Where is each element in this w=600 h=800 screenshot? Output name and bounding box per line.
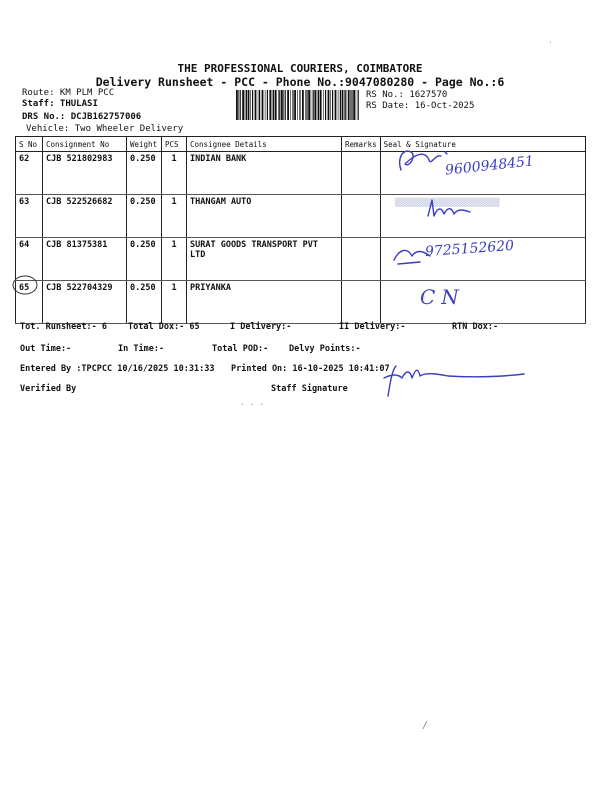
barcode-bar: [283, 90, 284, 120]
cell-signature: [380, 281, 585, 324]
staff-label: Staff: THULASI: [22, 99, 98, 109]
col-sno: S No: [16, 137, 43, 152]
barcode-bar: [338, 90, 339, 120]
barcode-bar: [281, 90, 283, 120]
barcode-bar: [345, 90, 346, 120]
handwritten-note-65: CN: [420, 285, 465, 309]
barcode-bar: [306, 90, 307, 120]
scan-speck: ·: [548, 38, 553, 47]
rs-date: RS Date: 16-Oct-2025: [366, 101, 475, 111]
barcode-bar: [305, 90, 306, 120]
col-seal-signature: Seal & Signature: [380, 137, 585, 152]
barcode-bar: [302, 90, 304, 120]
cell-weight: 0.250: [127, 152, 162, 195]
hand-circle-mark: [10, 274, 40, 296]
col-weight: Weight: [127, 137, 162, 152]
barcode-bar: [248, 90, 250, 120]
in-time: In Time:-: [118, 344, 165, 354]
barcode-bar: [299, 90, 300, 120]
total-pod: Total POD:-: [212, 344, 269, 354]
barcode-image: [236, 90, 360, 120]
cell-remarks: [342, 238, 381, 281]
barcode-bar: [330, 90, 331, 120]
cell-pcs: 1: [162, 281, 187, 324]
barcode-bar: [294, 90, 296, 120]
entered-by: Entered By :TPCPCC 10/16/2025 10:31:33: [20, 364, 215, 374]
cell-remarks: [342, 195, 381, 238]
cell-consignee: PRIYANKA: [187, 281, 342, 324]
barcode-bar: [258, 90, 259, 120]
barcode-bar: [240, 90, 241, 120]
printed-on: Printed On: 16-10-2025 10:41:07: [231, 364, 390, 374]
rtn-dox: RTN Dox:-: [452, 322, 499, 332]
cell-weight: 0.250: [127, 238, 162, 281]
barcode-bar: [323, 90, 324, 120]
barcode-bar: [245, 90, 246, 120]
barcode-bar: [342, 90, 344, 120]
cell-consignee: INDIAN BANK: [187, 152, 342, 195]
cell-consignment: CJB 522704329: [43, 281, 127, 324]
handwritten-phone-64: 9725152620: [424, 237, 515, 261]
barcode-bar: [246, 90, 247, 120]
out-time: Out Time:-: [20, 344, 72, 354]
barcode-bar: [351, 90, 352, 120]
barcode-bar: [262, 90, 264, 120]
barcode-bar: [314, 90, 316, 120]
drs-number: DRS No.: DCJB162757006: [22, 112, 142, 122]
staff-signature-label: Staff Signature: [271, 384, 348, 394]
barcode-bar: [325, 90, 326, 120]
barcode-bar: [267, 90, 268, 120]
route-label: Route: KM PLM PCC: [22, 88, 115, 98]
signature-row63: [422, 196, 482, 224]
scan-speck: /: [422, 720, 429, 731]
barcode-bar: [340, 90, 341, 120]
company-name: THE PROFESSIONAL COURIERS, COIMBATORE: [177, 62, 423, 75]
barcode-bar: [332, 90, 333, 120]
barcode-bar: [318, 90, 319, 120]
scan-speck: · · ·: [240, 400, 265, 409]
rs-number: RS No.: 1627570: [366, 90, 448, 100]
cell-weight: 0.250: [127, 281, 162, 324]
barcode-bar: [279, 90, 280, 120]
barcode-bar: [238, 90, 239, 120]
barcode-bar: [350, 90, 351, 120]
barcode-bar: [259, 90, 260, 120]
barcode-bar: [353, 90, 355, 120]
cell-consignment: CJB 521802983: [43, 152, 127, 195]
col-remarks: Remarks: [342, 137, 381, 152]
col-pcs: PCS: [162, 137, 187, 152]
barcode-bar: [275, 90, 277, 120]
cell-pcs: 1: [162, 238, 187, 281]
staff-signature-mark: [378, 360, 528, 400]
barcode-bar: [273, 90, 274, 120]
col-consignment: Consignment No: [43, 137, 127, 152]
cell-remarks: [342, 152, 381, 195]
vehicle-label: Vehicle: Two Wheeler Delivery: [26, 124, 184, 134]
barcode-bar: [265, 90, 266, 120]
cell-sno: 62: [16, 152, 43, 195]
barcode-bar: [317, 90, 318, 120]
barcode-bar: [255, 90, 257, 120]
cell-pcs: 1: [162, 195, 187, 238]
verified-by: Verified By: [20, 384, 77, 394]
cell-consignee: THANGAM AUTO: [187, 195, 342, 238]
barcode-bar: [313, 90, 314, 120]
barcode-bar: [311, 90, 312, 120]
barcode-bar: [290, 90, 291, 120]
barcode-bar: [356, 90, 357, 120]
table-header-row: [16, 137, 586, 152]
table-row: [16, 195, 586, 238]
barcode-bar: [278, 90, 279, 120]
cell-consignment: CJB 522526682: [43, 195, 127, 238]
cell-consignee: SURAT GOODS TRANSPORT PVT LTD: [187, 238, 342, 281]
barcode-bar: [348, 90, 350, 120]
barcode-bar: [297, 90, 298, 120]
barcode-bar: [242, 90, 244, 120]
barcode-bar: [287, 90, 289, 120]
barcode-bar: [335, 90, 337, 120]
faint-stamp-text: ▒▒▒▒▒▒▒▒▒▒▒▒▒▒▒▒▒: [395, 198, 500, 207]
barcode-bar: [285, 90, 286, 120]
barcode-bar: [292, 90, 293, 120]
cell-weight: 0.250: [127, 195, 162, 238]
total-dox: Total Dox:- 65: [128, 322, 200, 332]
cell-pcs: 1: [162, 152, 187, 195]
cell-remarks: [342, 281, 381, 324]
barcode-bar: [328, 90, 330, 120]
barcode-bar: [236, 90, 238, 120]
runsheet-subtitle: Delivery Runsheet - PCC - Phone No.:9047080280 - Page No.:6: [95, 75, 505, 89]
barcode-bar: [272, 90, 273, 120]
barcode-bar: [250, 90, 251, 120]
cell-sno: 63: [16, 195, 43, 238]
cell-sno: 64: [16, 238, 43, 281]
barcode-bar: [320, 90, 322, 120]
cell-sno: 65: [16, 281, 43, 324]
cell-consignment: CJB 81375381: [43, 238, 127, 281]
col-consignee: Consignee Details: [187, 137, 342, 152]
handwritten-phone-62: 9600948451: [444, 153, 535, 179]
barcode-bar: [269, 90, 271, 120]
i-delivery: I Delivery:-: [230, 322, 292, 332]
barcode-bar: [358, 90, 359, 120]
barcode-bar: [344, 90, 345, 120]
barcode-bar: [308, 90, 310, 120]
tot-runsheet: Tot. Runsheet:- 6: [20, 322, 107, 332]
delvy-points: Delvy Points:-: [289, 344, 361, 354]
ii-delivery: II Delivery:-: [339, 322, 406, 332]
table-row: [16, 281, 586, 324]
barcode-bar: [252, 90, 253, 120]
